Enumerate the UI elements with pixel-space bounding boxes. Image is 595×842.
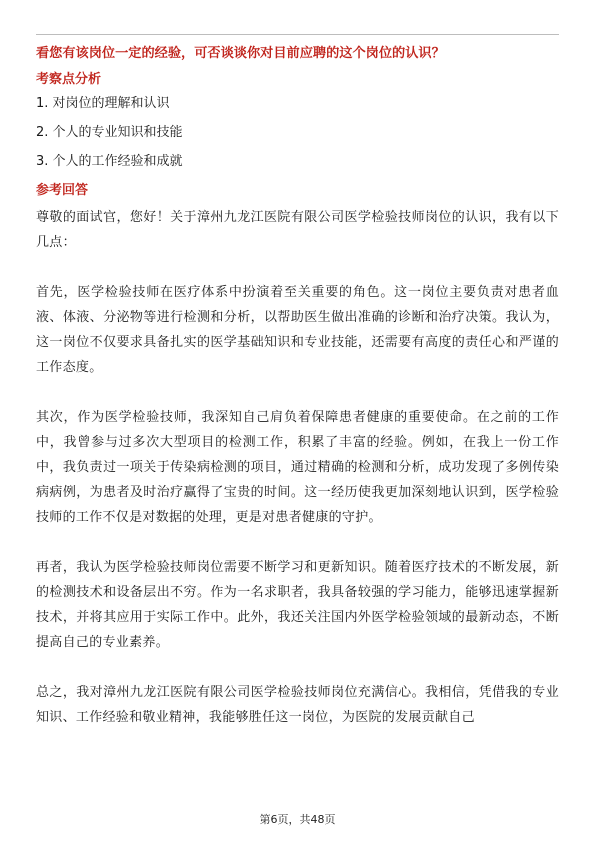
analysis-point: 3. 个人的工作经验和成就	[36, 154, 183, 169]
page-number: 第6页，共48页	[259, 813, 336, 826]
answer-paragraph: 总之，我对漳州九龙江医院有限公司医学检验技师岗位充满信心。我相信，凭借我的专业知识、工作经验和敬业精神，我能够胜任这一岗位，为医院的发展贡献自己	[36, 685, 559, 725]
answer-paragraph: 其次，作为医学检验技师，我深知自己肩负着保障患者健康的重要使命。在之前的工作中，我曾参与过多次大型项目的检测工作，积累了丰富的经验。例如，在我上一份工作中，我负责过一项关于传染病检测的项目，通过精确的检测和分析，成功发现了多例传染病病例，为患者及时治疗赢得了宝贵的时间。这一经历使我更加深刻地认识到，医学检验技师的工作不仅是对数据的处理，更是对患者健康的守护。	[36, 410, 559, 525]
analysis-point: 2. 个人的专业知识和技能	[36, 125, 183, 140]
analysis-point: 1. 对岗位的理解和认识	[36, 96, 170, 111]
page-content	[36, 44, 559, 730]
answer-paragraph: 尊敬的面试官，您好！关于漳州九龙江医院有限公司医学检验技师岗位的认识，我有以下几点：	[36, 210, 559, 250]
answer-heading: 参考回答	[36, 183, 89, 198]
answer-paragraph: 再者，我认为医学检验技师岗位需要不断学习和更新知识。随着医疗技术的不断发展，新的检测技术和设备层出不穷。作为一名求职者，我具备较强的学习能力，能够迅速掌握新技术，并将其应用于实际工作中。此外，我还关注国内外医学检验领域的最新动态，不断提高自己的专业素养。	[36, 560, 559, 650]
interview-question: 看您有该岗位一定的经验，可否谈谈你对目前应聘的这个岗位的认识？	[36, 46, 445, 61]
analysis-heading: 考察点分析	[36, 72, 102, 87]
header-rule	[36, 34, 559, 35]
answer-paragraph: 首先，医学检验技师在医疗体系中扮演着至关重要的角色。这一岗位主要负责对患者血液、体液、分泌物等进行检测和分析，以帮助医生做出准确的诊断和治疗决策。我认为，这一岗位不仅要求具备扎实的医学基础知识和专业技能，还需要有高度的责任心和严谨的工作态度。	[36, 285, 559, 375]
